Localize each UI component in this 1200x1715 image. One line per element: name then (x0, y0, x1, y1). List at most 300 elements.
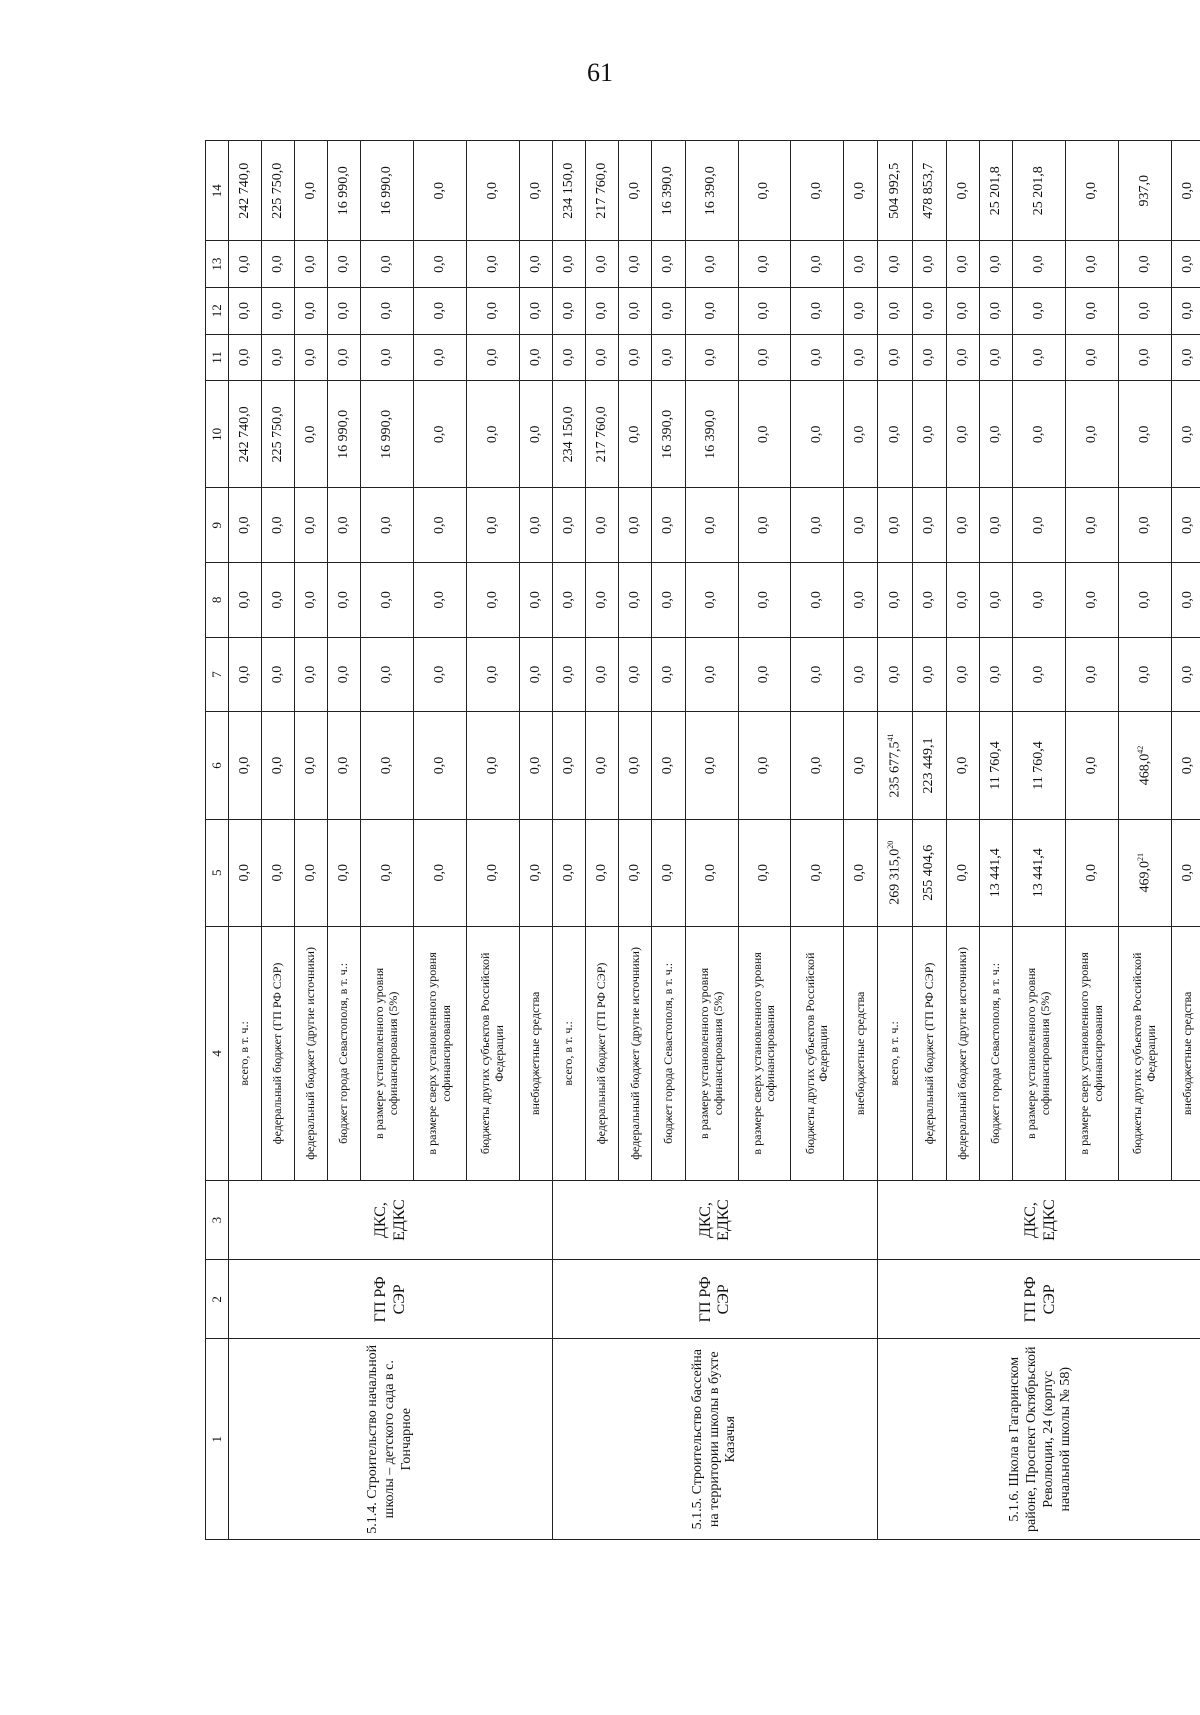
value-text: 0,0 (379, 516, 395, 535)
value-text: 0,0 (1179, 516, 1195, 535)
value-cell (979, 712, 1012, 819)
value-text: 0,0 (703, 255, 719, 273)
value-text: 0,0 (1030, 302, 1046, 320)
value-text: 0,0 (594, 863, 610, 882)
col-header: 8 (206, 563, 229, 638)
value-text: 13 441,4 (987, 848, 1003, 898)
value-cell (1065, 488, 1118, 563)
value-cell (328, 637, 361, 712)
value-cell (1065, 381, 1118, 488)
value-cell (946, 488, 979, 563)
value-cell (738, 637, 791, 712)
value-text: 0,0 (236, 665, 252, 684)
value-cell (328, 334, 361, 381)
funding-source-cell: всего, в т. ч.: (229, 926, 262, 1180)
funding-source-cell: бюджеты других субъектов Российской Федерации (791, 926, 844, 1180)
value-text: 0,0 (954, 181, 970, 200)
value-text: 0,0 (485, 591, 501, 609)
value-cell (586, 287, 619, 334)
value-text: 16 990,0 (379, 166, 395, 216)
value-text: 0,0 (303, 181, 319, 200)
value-text: 0,0 (303, 425, 319, 444)
value-cell (520, 141, 553, 241)
value-cell (328, 141, 361, 241)
table-row (877, 141, 913, 1540)
value-text: 16 990,0 (336, 409, 352, 459)
value-text: 0,0 (379, 863, 395, 882)
value-cell (738, 381, 791, 488)
value-cell (652, 241, 685, 288)
value-cell (467, 141, 520, 241)
value-text: 0,0 (432, 665, 448, 684)
value-text: 0,0 (756, 665, 772, 684)
value-cell (1012, 334, 1065, 381)
value-cell (295, 819, 328, 926)
value-cell (1118, 637, 1171, 712)
value-cell (467, 563, 520, 638)
program-cell: ГП РФ СЭР (553, 1260, 877, 1339)
value-cell (619, 334, 652, 381)
value-text: 0,0 (886, 302, 902, 320)
value-cell (877, 637, 913, 712)
value-text: 0,0 (1179, 756, 1195, 775)
value-cell (979, 819, 1012, 926)
value-cell (1065, 712, 1118, 819)
value-cell (946, 712, 979, 819)
value-cell (328, 488, 361, 563)
value-text: 0,0 (1083, 863, 1099, 882)
value-cell (586, 563, 619, 638)
value-cell (1171, 241, 1200, 288)
value-cell (913, 637, 946, 712)
funding-source-cell: в размере установленного уровня софинансирования (5%) (361, 926, 414, 1180)
funding-source-cell: внебюджетные средства (844, 926, 877, 1180)
value-cell (946, 819, 979, 926)
value-text: 0,0 (987, 348, 1003, 367)
value-cell (738, 819, 791, 926)
value-text: 0,0 (1136, 516, 1152, 535)
value-text: 0,0 (809, 756, 825, 775)
value-text: 0,0 (703, 591, 719, 609)
value-cell (229, 488, 262, 563)
col-header: 13 (206, 241, 229, 288)
value-cell (685, 381, 738, 488)
value-text: 0,0 (660, 255, 676, 273)
value-text: 0,0 (921, 348, 937, 367)
value-text: 0,0 (236, 348, 252, 367)
value-text: 0,0 (379, 665, 395, 684)
value-text: 937,0 (1136, 174, 1152, 207)
funding-source-cell: федеральный бюджет (ГП РФ СЭР) (262, 926, 295, 1180)
value-cell (1171, 381, 1200, 488)
value-text: 0,0 (336, 302, 352, 320)
value-cell (229, 141, 262, 241)
value-cell (328, 563, 361, 638)
value-text: 0,0 (627, 665, 643, 684)
value-cell (520, 381, 553, 488)
table-body (229, 141, 1200, 1540)
value-cell (738, 241, 791, 288)
value-text: 11 760,4 (987, 741, 1003, 790)
value-cell (791, 488, 844, 563)
value-text: 16 390,0 (660, 166, 676, 216)
value-text: 0,0 (336, 863, 352, 882)
value-text: 0,0 (809, 591, 825, 609)
value-text: 0,0 (561, 665, 577, 684)
value-text: 0,0 (1179, 425, 1195, 444)
value-text: 0,0 (627, 591, 643, 609)
value-cell (295, 488, 328, 563)
funding-source-cell: федеральный бюджет (другие источники) (619, 926, 652, 1180)
value-cell (229, 287, 262, 334)
value-cell (652, 381, 685, 488)
value-cell (1118, 334, 1171, 381)
value-cell (553, 334, 586, 381)
value-text: 217 760,0 (594, 162, 610, 219)
value-text: 0,0 (1136, 255, 1152, 273)
value-cell (262, 712, 295, 819)
value-text: 0,0 (303, 516, 319, 535)
value-cell (361, 381, 414, 488)
value-text: 478 853,7 (921, 162, 937, 219)
value-cell (295, 334, 328, 381)
value-cell (1171, 819, 1200, 926)
value-cell (361, 241, 414, 288)
value-text: 225 750,0 (270, 162, 286, 219)
value-cell (791, 287, 844, 334)
value-cell (877, 241, 913, 288)
funding-source-cell: в размере сверх установленного уровня софинансирования (738, 926, 791, 1180)
value-text: 0,0 (627, 255, 643, 273)
value-cell (553, 287, 586, 334)
value-text: 0,0 (954, 516, 970, 535)
value-text: 16 990,0 (336, 166, 352, 216)
value-text: 0,0 (886, 348, 902, 367)
value-cell (295, 712, 328, 819)
value-cell (586, 334, 619, 381)
value-cell (1065, 819, 1118, 926)
value-cell (877, 712, 913, 819)
value-cell (414, 141, 467, 241)
value-text: 16 390,0 (703, 409, 719, 459)
value-cell (361, 141, 414, 241)
value-text: 0,0 (336, 255, 352, 273)
value-text: 0,0 (379, 348, 395, 367)
value-cell (913, 241, 946, 288)
value-cell (946, 381, 979, 488)
value-cell (685, 637, 738, 712)
value-text: 234 150,0 (561, 406, 577, 463)
value-text: 0,0 (852, 665, 868, 684)
value-text: 0,0 (852, 516, 868, 535)
value-cell (652, 637, 685, 712)
value-cell (467, 712, 520, 819)
value-cell (328, 287, 361, 334)
value-text: 0,0 (954, 756, 970, 775)
value-text: 0,0 (270, 255, 286, 273)
value-text: 0,0 (703, 863, 719, 882)
value-cell (946, 141, 979, 241)
value-text: 0,0 (987, 425, 1003, 444)
executor-cell: ДКС, ЕДКС (229, 1180, 553, 1259)
value-cell (262, 637, 295, 712)
value-cell (913, 563, 946, 638)
value-text: 0,0 (485, 255, 501, 273)
value-text: 0,0 (594, 756, 610, 775)
value-cell (844, 381, 877, 488)
footnote-marker: 21 (1135, 852, 1145, 861)
page-number: 61 (587, 58, 613, 87)
value-cell (979, 381, 1012, 488)
value-cell (262, 287, 295, 334)
value-cell (791, 819, 844, 926)
value-cell (844, 819, 877, 926)
value-text: 0,0 (852, 302, 868, 320)
value-text: 0,0 (756, 516, 772, 535)
value-cell (1171, 488, 1200, 563)
value-cell (844, 563, 877, 638)
value-text: 468,0 (1137, 753, 1153, 786)
value-cell (946, 241, 979, 288)
value-text: 0,0 (432, 591, 448, 609)
footnote-marker: 42 (1135, 745, 1145, 754)
value-text: 0,0 (987, 591, 1003, 609)
value-cell (262, 141, 295, 241)
value-cell (328, 241, 361, 288)
value-text: 0,0 (485, 863, 501, 882)
value-cell (685, 241, 738, 288)
value-text: 0,0 (627, 425, 643, 444)
value-text: 0,0 (852, 756, 868, 775)
value-cell (913, 287, 946, 334)
value-text: 0,0 (432, 425, 448, 444)
value-cell (738, 334, 791, 381)
value-cell (791, 563, 844, 638)
value-text: 0,0 (1136, 591, 1152, 609)
value-cell (553, 488, 586, 563)
value-text: 11 760,4 (1030, 741, 1046, 790)
value-cell (586, 819, 619, 926)
value-text: 0,0 (561, 863, 577, 882)
funding-source-cell: в размере установленного уровня софинансирования (5%) (685, 926, 738, 1180)
value-cell (652, 287, 685, 334)
col-header: 9 (206, 488, 229, 563)
value-text: 0,0 (561, 348, 577, 367)
value-cell (1065, 141, 1118, 241)
value-text: 0,0 (270, 756, 286, 775)
value-text: 242 740,0 (236, 162, 252, 219)
value-text: 0,0 (886, 591, 902, 609)
value-text: 0,0 (987, 665, 1003, 684)
value-cell (979, 287, 1012, 334)
project-name-cell: 5.1.4. Строительство начальной школы – детского сада в с. Гончарное (229, 1339, 553, 1540)
value-text: 0,0 (1030, 516, 1046, 535)
value-text: 0,0 (1030, 255, 1046, 273)
value-text: 225 750,0 (270, 406, 286, 463)
value-cell (791, 637, 844, 712)
value-cell (946, 334, 979, 381)
value-text: 0,0 (703, 302, 719, 320)
value-text: 0,0 (236, 591, 252, 609)
value-text: 0,0 (627, 181, 643, 200)
value-cell (619, 637, 652, 712)
value-cell (414, 241, 467, 288)
value-cell (791, 334, 844, 381)
value-cell (467, 637, 520, 712)
value-text: 0,0 (1179, 302, 1195, 320)
value-cell (738, 287, 791, 334)
value-text: 0,0 (485, 516, 501, 535)
value-text: 0,0 (485, 756, 501, 775)
value-text: 0,0 (594, 665, 610, 684)
value-cell (1012, 819, 1065, 926)
value-text: 0,0 (336, 348, 352, 367)
value-text: 0,0 (1179, 181, 1195, 200)
value-cell (520, 712, 553, 819)
value-cell (361, 712, 414, 819)
value-cell (361, 287, 414, 334)
value-text: 0,0 (561, 302, 577, 320)
executor-cell: ДКС, ЕДКС (553, 1180, 877, 1259)
value-text: 0,0 (594, 348, 610, 367)
value-text: 0,0 (528, 348, 544, 367)
funding-source-cell: бюджеты других субъектов Российской Федерации (467, 926, 520, 1180)
value-text: 0,0 (1083, 756, 1099, 775)
value-text: 0,0 (594, 516, 610, 535)
value-cell (1171, 141, 1200, 241)
value-text: 0,0 (528, 302, 544, 320)
value-cell (685, 488, 738, 563)
value-cell (1118, 563, 1171, 638)
value-text: 0,0 (660, 591, 676, 609)
value-cell (414, 381, 467, 488)
value-text: 25 201,8 (1030, 166, 1046, 216)
value-text: 0,0 (270, 302, 286, 320)
value-cell (844, 334, 877, 381)
value-cell (791, 712, 844, 819)
value-text: 0,0 (432, 255, 448, 273)
value-text: 0,0 (954, 348, 970, 367)
value-text: 0,0 (270, 665, 286, 684)
value-text: 0,0 (809, 255, 825, 273)
value-cell (844, 712, 877, 819)
value-text: 0,0 (809, 302, 825, 320)
value-cell (1012, 287, 1065, 334)
value-text: 0,0 (987, 302, 1003, 320)
value-cell (877, 488, 913, 563)
value-text: 0,0 (379, 302, 395, 320)
col-header: 11 (206, 334, 229, 381)
value-cell (520, 563, 553, 638)
value-text: 0,0 (1136, 425, 1152, 444)
funding-source-cell: бюджет города Севастополя, в т. ч.: (652, 926, 685, 1180)
value-text: 0,0 (756, 181, 772, 200)
value-cell (295, 287, 328, 334)
value-cell (877, 381, 913, 488)
value-text: 0,0 (561, 516, 577, 535)
value-text: 235 677,5 (887, 741, 903, 798)
funding-source-cell: федеральный бюджет (ГП РФ СЭР) (586, 926, 619, 1180)
value-cell (295, 637, 328, 712)
value-cell (877, 819, 913, 926)
value-cell (1012, 637, 1065, 712)
value-text: 0,0 (627, 756, 643, 775)
value-cell (229, 637, 262, 712)
value-text: 0,0 (921, 302, 937, 320)
value-cell (328, 819, 361, 926)
col-header: 3 (206, 1180, 229, 1259)
value-text: 0,0 (660, 302, 676, 320)
value-text: 0,0 (1030, 665, 1046, 684)
value-text: 0,0 (485, 348, 501, 367)
value-cell (1012, 141, 1065, 241)
value-text: 0,0 (954, 425, 970, 444)
value-cell (685, 287, 738, 334)
value-cell (1065, 563, 1118, 638)
value-text: 0,0 (852, 181, 868, 200)
value-cell (979, 637, 1012, 712)
value-text: 16 390,0 (703, 166, 719, 216)
value-cell (619, 287, 652, 334)
value-text: 0,0 (236, 863, 252, 882)
value-cell (553, 637, 586, 712)
value-cell (685, 563, 738, 638)
value-cell (619, 819, 652, 926)
value-text: 0,0 (528, 591, 544, 609)
value-text: 0,0 (660, 665, 676, 684)
value-cell (520, 819, 553, 926)
value-text: 0,0 (379, 255, 395, 273)
value-text: 0,0 (921, 591, 937, 609)
value-text: 0,0 (1030, 425, 1046, 444)
funding-table (205, 140, 1200, 1540)
value-cell (844, 637, 877, 712)
value-text: 0,0 (303, 302, 319, 320)
value-text: 0,0 (660, 756, 676, 775)
value-text: 0,0 (809, 516, 825, 535)
value-cell (229, 712, 262, 819)
value-text: 0,0 (432, 516, 448, 535)
value-cell (1118, 488, 1171, 563)
value-cell (553, 563, 586, 638)
value-cell (738, 712, 791, 819)
value-cell (844, 287, 877, 334)
value-text: 0,0 (1136, 302, 1152, 320)
value-cell (877, 563, 913, 638)
value-text: 0,0 (303, 591, 319, 609)
value-cell (586, 712, 619, 819)
value-text: 16 390,0 (660, 409, 676, 459)
value-cell (1171, 637, 1200, 712)
value-text: 0,0 (270, 863, 286, 882)
value-cell (553, 141, 586, 241)
value-text: 0,0 (987, 255, 1003, 273)
value-text: 0,0 (1083, 591, 1099, 609)
value-cell (1118, 141, 1171, 241)
value-text: 0,0 (432, 181, 448, 200)
value-cell (520, 488, 553, 563)
funding-source-cell: бюджеты других субъектов Российской Федерации (1118, 926, 1171, 1180)
header-row (206, 141, 229, 1540)
value-cell (652, 141, 685, 241)
value-text: 0,0 (756, 591, 772, 609)
program-cell: ГП РФ СЭР (877, 1260, 1200, 1339)
value-text: 0,0 (660, 348, 676, 367)
value-text: 0,0 (236, 516, 252, 535)
value-text: 0,0 (336, 756, 352, 775)
value-cell (295, 241, 328, 288)
value-cell (913, 712, 946, 819)
